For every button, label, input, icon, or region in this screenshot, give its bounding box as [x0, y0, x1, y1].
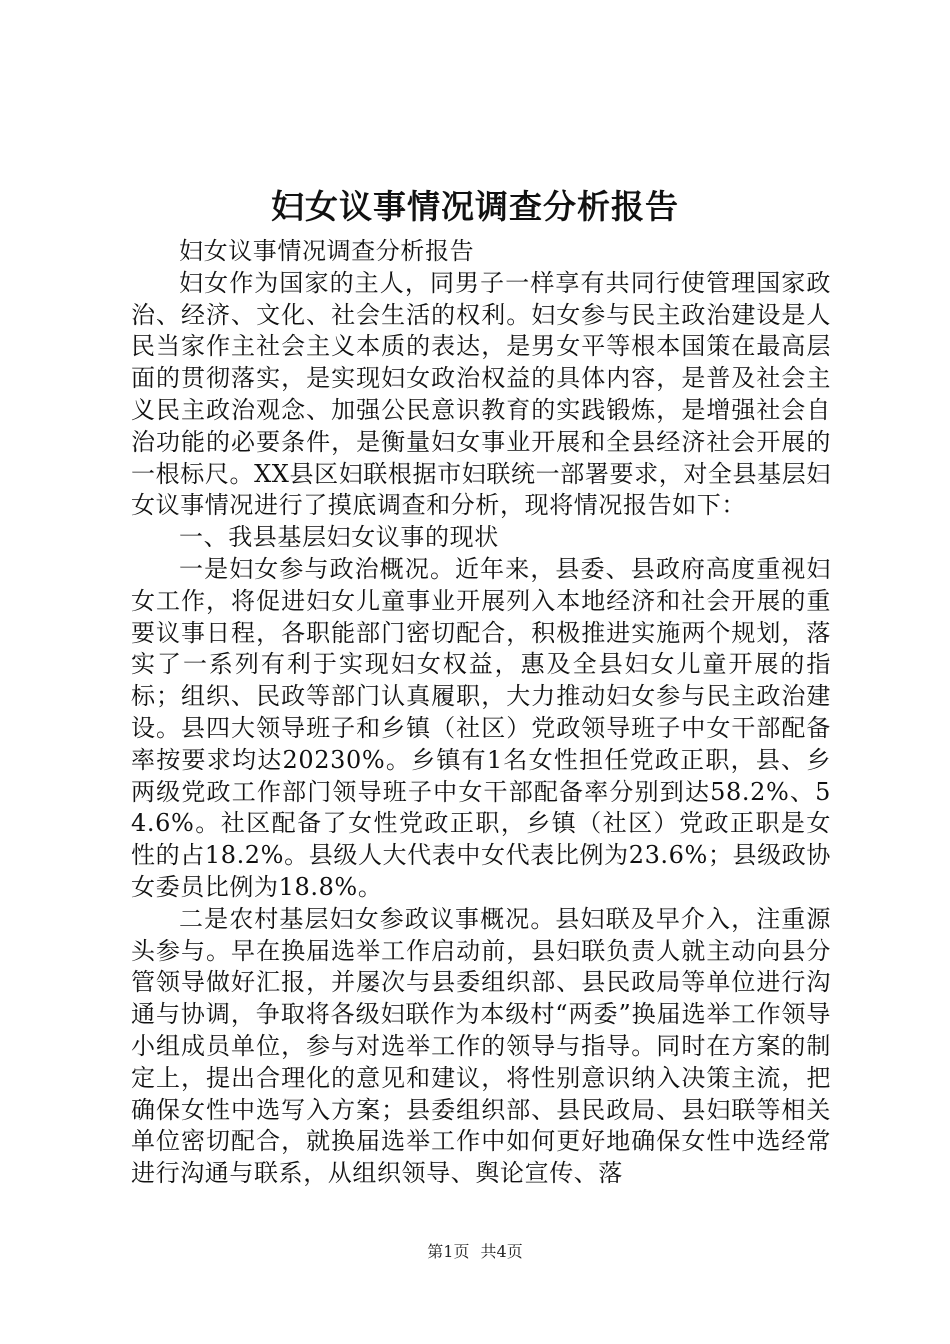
document-title: 妇女议事情况调查分析报告 [271, 187, 679, 226]
document-body [131, 236, 831, 1190]
paragraph-subtitle: 妇女议事情况调查分析报告 [179, 237, 475, 265]
page-footer [0, 1241, 950, 1263]
paragraph-intro: 妇女作为国家的主人，同男子一样享有共同行使管理国家政治、经济、文化、社会生活的权利。妇女参与民主政治建设是人民当家作主社会主义本质的表达，是男女平等根本国策在最高层面的贯彻落实，是实现妇女政治权益的具体内容，是普及社会主义民主政治观念、加强公民意识教育的实践锻炼，是增强社会自治功能的必要条件，是衡量妇女事业开展和全县经济社会开展的一根标尺。XX县区妇联根据市妇联统一部署要求，对全县基层妇女议事情况进行了摸底调查和分析，现将情况报告如下： [131, 268, 831, 520]
paragraph-rural-participation: 二是农村基层妇女参政议事概况。县妇联及早介入，注重源头参与。早在换届选举工作启动前，县妇联负责人就主动向县分管领导做好汇报，并屡次与县委组织部、县民政局等单位进行沟通与协调，争取将各级妇联作为本级村“两委”换届选举工作领导小组成员单位，参与对选举工作的领导与指导。同时在方案的制定上，提出合理化的意见和建议，将性别意识纳入决策主流，把确保女性中选写入方案；县委组织部、县民政局、县妇联等相关单位密切配合，就换届选举工作中如何更好地确保女性中选经常进行沟通与联系，从组织领导、舆论宣传、落 [131, 904, 831, 1188]
paragraph-political-participation: 一是妇女参与政治概况。近年来，县委、县政府高度重视妇女工作，将促进妇女儿童事业开展列入本地经济和社会开展的重要议事日程，各职能部门密切配合，积极推进实施两个规划，落实了一系列有利于实现妇女权益，惠及全县妇女儿童开展的指标；组织、民政等部门认真履职，大力推动妇女参与民主政治建设。县四大领导班子和乡镇（社区）党政领导班子中女干部配备率按要求均达20230%。乡镇有1名女性担任党政正职，县、乡两级党政工作部门领导班子中女干部配备率分别到达58.2%、54.6%。社区配备了女性党政正职，乡镇（社区）党政正职是女性的占18.2%。县级人大代表中女代表比例为23.6%；县级政协女委员比例为18.8%。 [131, 554, 831, 901]
page-number: 第1页 [427, 1242, 470, 1261]
page-total: 共4页 [480, 1242, 523, 1261]
section-heading: 一、我县基层妇女议事的现状 [179, 523, 499, 552]
